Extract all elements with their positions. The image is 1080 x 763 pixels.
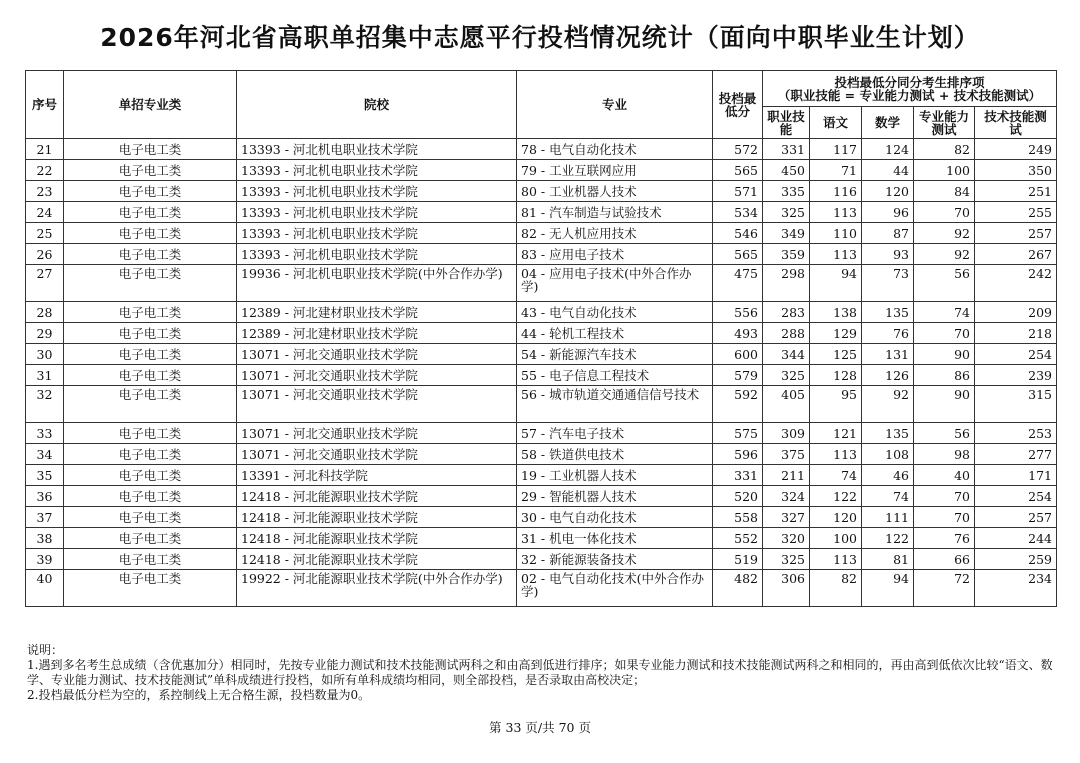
header-skill-test: 技术技能测试 xyxy=(975,107,1057,139)
cell-ability-test: 66 xyxy=(914,549,975,570)
cell-vocational: 306 xyxy=(763,570,810,607)
table-row xyxy=(26,223,1057,244)
cell-seq: 29 xyxy=(26,323,64,344)
cell-vocational: 359 xyxy=(763,244,810,265)
cell-math: 76 xyxy=(862,323,914,344)
cell-seq: 23 xyxy=(26,181,64,202)
header-school: 院校 xyxy=(237,71,517,139)
cell-chinese: 116 xyxy=(810,181,862,202)
cell-seq: 31 xyxy=(26,365,64,386)
cell-vocational: 325 xyxy=(763,202,810,223)
cell-major: 54 - 新能源汽车技术 xyxy=(517,344,713,365)
cell-major: 31 - 机电一体化技术 xyxy=(517,528,713,549)
cell-major: 29 - 智能机器人技术 xyxy=(517,486,713,507)
cell-ability-test: 70 xyxy=(914,507,975,528)
cell-min-score: 572 xyxy=(713,139,763,160)
cell-major: 80 - 工业机器人技术 xyxy=(517,181,713,202)
cell-math: 92 xyxy=(862,386,914,423)
cell-seq: 33 xyxy=(26,423,64,444)
cell-category: 电子电工类 xyxy=(64,549,237,570)
notes-section xyxy=(27,643,1057,703)
cell-min-score: 575 xyxy=(713,423,763,444)
cell-vocational: 325 xyxy=(763,549,810,570)
cell-school: 12389 - 河北建材职业技术学院 xyxy=(237,323,517,344)
cell-school: 13393 - 河北机电职业技术学院 xyxy=(237,223,517,244)
cell-major: 83 - 应用电子技术 xyxy=(517,244,713,265)
cell-school: 12418 - 河北能源职业技术学院 xyxy=(237,507,517,528)
cell-chinese: 110 xyxy=(810,223,862,244)
cell-skill-test: 218 xyxy=(975,323,1057,344)
cell-category: 电子电工类 xyxy=(64,223,237,244)
cell-seq: 39 xyxy=(26,549,64,570)
table-body xyxy=(26,139,1057,607)
cell-seq: 32 xyxy=(26,386,64,423)
cell-math: 131 xyxy=(862,344,914,365)
table-row xyxy=(26,386,1057,423)
cell-ability-test: 90 xyxy=(914,386,975,423)
cell-min-score: 534 xyxy=(713,202,763,223)
cell-skill-test: 315 xyxy=(975,386,1057,423)
table-row xyxy=(26,465,1057,486)
cell-category: 电子电工类 xyxy=(64,265,237,302)
cell-math: 122 xyxy=(862,528,914,549)
cell-school: 12389 - 河北建材职业技术学院 xyxy=(237,302,517,323)
cell-major: 43 - 电气自动化技术 xyxy=(517,302,713,323)
cell-seq: 24 xyxy=(26,202,64,223)
cell-skill-test: 171 xyxy=(975,465,1057,486)
cell-skill-test: 259 xyxy=(975,549,1057,570)
cell-seq: 37 xyxy=(26,507,64,528)
cell-skill-test: 244 xyxy=(975,528,1057,549)
cell-chinese: 71 xyxy=(810,160,862,181)
cell-vocational: 349 xyxy=(763,223,810,244)
cell-seq: 38 xyxy=(26,528,64,549)
cell-vocational: 405 xyxy=(763,386,810,423)
cell-chinese: 113 xyxy=(810,202,862,223)
cell-chinese: 82 xyxy=(810,570,862,607)
cell-category: 电子电工类 xyxy=(64,302,237,323)
table-row xyxy=(26,202,1057,223)
cell-major: 02 - 电气自动化技术(中外合作办学) xyxy=(517,570,713,607)
cell-skill-test: 255 xyxy=(975,202,1057,223)
cell-category: 电子电工类 xyxy=(64,160,237,181)
cell-chinese: 129 xyxy=(810,323,862,344)
cell-major: 79 - 工业互联网应用 xyxy=(517,160,713,181)
cell-school: 13071 - 河北交通职业技术学院 xyxy=(237,423,517,444)
note-item: 1.遇到多名考生总成绩（含优惠加分）相同时，先按专业能力测试和技术技能测试两科之和由高到低进行排序；如果专业能力测试和技术技能测试两科之和相同的，再由高到低依次比较“语文、数学、专业能力测试、技术技能测试”单科成绩进行投档，如所有单科成绩均相同，则全部投档，是否录取由高校决定； xyxy=(27,658,1053,687)
cell-ability-test: 76 xyxy=(914,528,975,549)
cell-category: 电子电工类 xyxy=(64,507,237,528)
cell-skill-test: 257 xyxy=(975,223,1057,244)
cell-vocational: 298 xyxy=(763,265,810,302)
cell-major: 32 - 新能源装备技术 xyxy=(517,549,713,570)
cell-vocational: 283 xyxy=(763,302,810,323)
cell-seq: 28 xyxy=(26,302,64,323)
cell-ability-test: 70 xyxy=(914,323,975,344)
cell-skill-test: 242 xyxy=(975,265,1057,302)
header-major: 专业 xyxy=(517,71,713,139)
cell-min-score: 546 xyxy=(713,223,763,244)
cell-vocational: 344 xyxy=(763,344,810,365)
cell-school: 12418 - 河北能源职业技术学院 xyxy=(237,528,517,549)
cell-skill-test: 254 xyxy=(975,486,1057,507)
table-row xyxy=(26,265,1057,302)
cell-major: 19 - 工业机器人技术 xyxy=(517,465,713,486)
cell-ability-test: 56 xyxy=(914,265,975,302)
cell-school: 13071 - 河北交通职业技术学院 xyxy=(237,365,517,386)
cell-ability-test: 86 xyxy=(914,365,975,386)
cell-seq: 35 xyxy=(26,465,64,486)
cell-min-score: 596 xyxy=(713,444,763,465)
cell-vocational: 309 xyxy=(763,423,810,444)
cell-school: 12418 - 河北能源职业技术学院 xyxy=(237,486,517,507)
cell-min-score: 558 xyxy=(713,507,763,528)
cell-category: 电子电工类 xyxy=(64,181,237,202)
cell-category: 电子电工类 xyxy=(64,244,237,265)
cell-skill-test: 239 xyxy=(975,365,1057,386)
cell-school: 13071 - 河北交通职业技术学院 xyxy=(237,444,517,465)
cell-school: 12418 - 河北能源职业技术学院 xyxy=(237,549,517,570)
cell-school: 13393 - 河北机电职业技术学院 xyxy=(237,160,517,181)
cell-math: 73 xyxy=(862,265,914,302)
cell-category: 电子电工类 xyxy=(64,139,237,160)
cell-vocational: 211 xyxy=(763,465,810,486)
table-row xyxy=(26,244,1057,265)
cell-ability-test: 56 xyxy=(914,423,975,444)
cell-min-score: 565 xyxy=(713,160,763,181)
cell-chinese: 117 xyxy=(810,139,862,160)
cell-chinese: 120 xyxy=(810,507,862,528)
cell-category: 电子电工类 xyxy=(64,486,237,507)
cell-vocational: 450 xyxy=(763,160,810,181)
cell-chinese: 128 xyxy=(810,365,862,386)
header-tiebreak-title: 投档最低分同分考生排序项 xyxy=(834,74,985,90)
cell-major: 58 - 铁道供电技术 xyxy=(517,444,713,465)
cell-category: 电子电工类 xyxy=(64,444,237,465)
table-row xyxy=(26,181,1057,202)
cell-chinese: 122 xyxy=(810,486,862,507)
table-row xyxy=(26,507,1057,528)
cell-ability-test: 92 xyxy=(914,244,975,265)
cell-major: 44 - 轮机工程技术 xyxy=(517,323,713,344)
cell-vocational: 335 xyxy=(763,181,810,202)
cell-category: 电子电工类 xyxy=(64,386,237,423)
cell-chinese: 74 xyxy=(810,465,862,486)
cell-ability-test: 82 xyxy=(914,139,975,160)
cell-seq: 21 xyxy=(26,139,64,160)
cell-math: 96 xyxy=(862,202,914,223)
cell-seq: 30 xyxy=(26,344,64,365)
cell-min-score: 331 xyxy=(713,465,763,486)
cell-ability-test: 72 xyxy=(914,570,975,607)
cell-math: 93 xyxy=(862,244,914,265)
cell-major: 81 - 汽车制造与试验技术 xyxy=(517,202,713,223)
cell-chinese: 121 xyxy=(810,423,862,444)
page-title: 2026年河北省高职单招集中志愿平行投档情况统计（面向中职毕业生计划） xyxy=(100,23,980,52)
cell-seq: 34 xyxy=(26,444,64,465)
cell-math: 81 xyxy=(862,549,914,570)
cell-category: 电子电工类 xyxy=(64,344,237,365)
cell-seq: 26 xyxy=(26,244,64,265)
cell-ability-test: 90 xyxy=(914,344,975,365)
header-vocational: 职业技能 xyxy=(763,107,810,139)
cell-category: 电子电工类 xyxy=(64,323,237,344)
cell-seq: 27 xyxy=(26,265,64,302)
cell-min-score: 475 xyxy=(713,265,763,302)
cell-school: 13393 - 河北机电职业技术学院 xyxy=(237,202,517,223)
table-row xyxy=(26,570,1057,607)
cell-school: 19922 - 河北能源职业技术学院(中外合作办学) xyxy=(237,570,517,607)
table-row xyxy=(26,344,1057,365)
page-number: 第 33 页/共 70 页 xyxy=(489,720,591,735)
table-row xyxy=(26,323,1057,344)
cell-major: 56 - 城市轨道交通通信信号技术 xyxy=(517,386,713,423)
header-min-score: 投档最低分 xyxy=(713,71,763,139)
cell-school: 13391 - 河北科技学院 xyxy=(237,465,517,486)
cell-math: 124 xyxy=(862,139,914,160)
cell-min-score: 600 xyxy=(713,344,763,365)
cell-math: 120 xyxy=(862,181,914,202)
cell-min-score: 556 xyxy=(713,302,763,323)
cell-skill-test: 257 xyxy=(975,507,1057,528)
table-row xyxy=(26,444,1057,465)
cell-major: 57 - 汽车电子技术 xyxy=(517,423,713,444)
cell-chinese: 138 xyxy=(810,302,862,323)
cell-math: 135 xyxy=(862,423,914,444)
cell-min-score: 493 xyxy=(713,323,763,344)
cell-math: 87 xyxy=(862,223,914,244)
cell-category: 电子电工类 xyxy=(64,423,237,444)
cell-major: 30 - 电气自动化技术 xyxy=(517,507,713,528)
header-seq: 序号 xyxy=(26,71,64,139)
cell-math: 108 xyxy=(862,444,914,465)
table-row xyxy=(26,528,1057,549)
table-row xyxy=(26,423,1057,444)
cell-vocational: 331 xyxy=(763,139,810,160)
table-row xyxy=(26,365,1057,386)
note-item: 2.投档最低分栏为空的，系控制线上无合格生源，投档数量为0。 xyxy=(27,688,371,702)
cell-math: 111 xyxy=(862,507,914,528)
cell-school: 19936 - 河北机电职业技术学院(中外合作办学) xyxy=(237,265,517,302)
cell-vocational: 320 xyxy=(763,528,810,549)
cell-ability-test: 70 xyxy=(914,486,975,507)
cell-chinese: 100 xyxy=(810,528,862,549)
cell-min-score: 565 xyxy=(713,244,763,265)
cell-vocational: 327 xyxy=(763,507,810,528)
cell-chinese: 113 xyxy=(810,444,862,465)
table-row xyxy=(26,139,1057,160)
cell-major: 04 - 应用电子技术(中外合作办学) xyxy=(517,265,713,302)
cell-chinese: 113 xyxy=(810,244,862,265)
cell-ability-test: 84 xyxy=(914,181,975,202)
cell-math: 44 xyxy=(862,160,914,181)
cell-min-score: 520 xyxy=(713,486,763,507)
cell-skill-test: 253 xyxy=(975,423,1057,444)
cell-math: 94 xyxy=(862,570,914,607)
cell-skill-test: 251 xyxy=(975,181,1057,202)
cell-ability-test: 74 xyxy=(914,302,975,323)
table-row xyxy=(26,549,1057,570)
cell-seq: 40 xyxy=(26,570,64,607)
cell-vocational: 375 xyxy=(763,444,810,465)
cell-category: 电子电工类 xyxy=(64,528,237,549)
cell-major: 82 - 无人机应用技术 xyxy=(517,223,713,244)
header-tiebreak-formula: （职业技能 = 专业能力测试 + 技术技能测试） xyxy=(777,87,1042,103)
cell-math: 46 xyxy=(862,465,914,486)
cell-min-score: 571 xyxy=(713,181,763,202)
cell-math: 74 xyxy=(862,486,914,507)
header-tiebreak-group xyxy=(763,71,1057,107)
cell-ability-test: 40 xyxy=(914,465,975,486)
cell-ability-test: 70 xyxy=(914,202,975,223)
cell-skill-test: 209 xyxy=(975,302,1057,323)
cell-skill-test: 234 xyxy=(975,570,1057,607)
cell-major: 78 - 电气自动化技术 xyxy=(517,139,713,160)
cell-category: 电子电工类 xyxy=(64,202,237,223)
notes-heading: 说明： xyxy=(27,643,64,657)
admission-table xyxy=(25,70,1057,607)
table-row xyxy=(26,486,1057,507)
header-chinese: 语文 xyxy=(810,107,862,139)
cell-school: 13071 - 河北交通职业技术学院 xyxy=(237,386,517,423)
cell-min-score: 519 xyxy=(713,549,763,570)
cell-school: 13393 - 河北机电职业技术学院 xyxy=(237,139,517,160)
cell-ability-test: 92 xyxy=(914,223,975,244)
cell-school: 13071 - 河北交通职业技术学院 xyxy=(237,344,517,365)
cell-school: 13393 - 河北机电职业技术学院 xyxy=(237,181,517,202)
cell-category: 电子电工类 xyxy=(64,570,237,607)
cell-min-score: 579 xyxy=(713,365,763,386)
cell-ability-test: 98 xyxy=(914,444,975,465)
cell-skill-test: 249 xyxy=(975,139,1057,160)
cell-seq: 36 xyxy=(26,486,64,507)
cell-category: 电子电工类 xyxy=(64,365,237,386)
cell-vocational: 325 xyxy=(763,365,810,386)
cell-chinese: 125 xyxy=(810,344,862,365)
cell-math: 135 xyxy=(862,302,914,323)
cell-chinese: 113 xyxy=(810,549,862,570)
cell-major: 55 - 电子信息工程技术 xyxy=(517,365,713,386)
cell-ability-test: 100 xyxy=(914,160,975,181)
cell-seq: 25 xyxy=(26,223,64,244)
cell-vocational: 288 xyxy=(763,323,810,344)
cell-skill-test: 350 xyxy=(975,160,1057,181)
cell-school: 13393 - 河北机电职业技术学院 xyxy=(237,244,517,265)
cell-skill-test: 267 xyxy=(975,244,1057,265)
cell-seq: 22 xyxy=(26,160,64,181)
cell-chinese: 94 xyxy=(810,265,862,302)
cell-min-score: 482 xyxy=(713,570,763,607)
header-math: 数学 xyxy=(862,107,914,139)
table-row xyxy=(26,302,1057,323)
cell-min-score: 552 xyxy=(713,528,763,549)
cell-skill-test: 277 xyxy=(975,444,1057,465)
table-row xyxy=(26,160,1057,181)
header-category: 单招专业类 xyxy=(64,71,237,139)
cell-min-score: 592 xyxy=(713,386,763,423)
cell-category: 电子电工类 xyxy=(64,465,237,486)
cell-skill-test: 254 xyxy=(975,344,1057,365)
cell-math: 126 xyxy=(862,365,914,386)
cell-chinese: 95 xyxy=(810,386,862,423)
cell-vocational: 324 xyxy=(763,486,810,507)
header-ability-test: 专业能力测试 xyxy=(914,107,975,139)
